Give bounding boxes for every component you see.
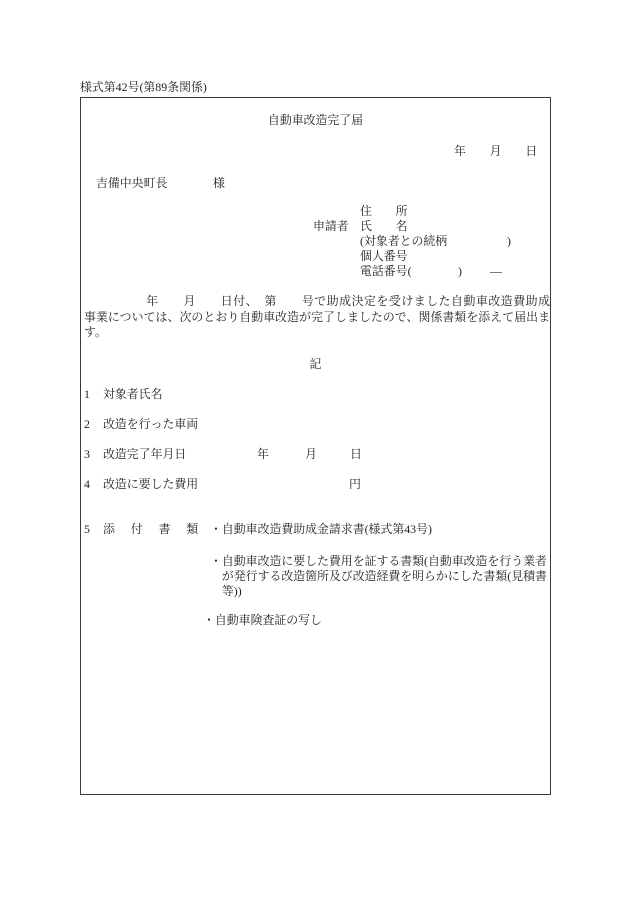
item-label-modified-vehicle: 改造を行った車両: [103, 417, 199, 431]
day-unit: 日: [350, 447, 362, 461]
form-title: 自動車改造完了届: [267, 113, 364, 127]
item-number: 5: [84, 522, 90, 536]
phone-close-paren: ): [458, 264, 462, 278]
item-label-modification-cost: 改造に要した費用: [103, 477, 199, 491]
item-number: 2: [84, 417, 90, 431]
address-label: 住 所: [360, 204, 408, 218]
paragraph-line: 事業については、次のとおり自動車改造が完了しましたので、関係書類を添えて届出ま: [84, 309, 550, 324]
attachment-item: ・自動車改造に要した費用を証する書類(自動車改造を行う業者が発行する改造箇所及び改造経費を明らかにした書類(見積書等)): [210, 554, 547, 598]
attachment-item: ・自動車険査証の写し: [203, 613, 322, 627]
applicant-label: 申請者: [313, 219, 349, 233]
relationship-label: (対象者との続柄: [360, 234, 448, 248]
individual-number-label: 個人番号: [360, 249, 408, 263]
item-label-target-person-name: 対象者氏名: [103, 387, 163, 401]
note-heading: 記: [309, 357, 322, 371]
body-paragraph: [84, 294, 550, 341]
year-unit: 年: [257, 447, 269, 461]
item-label-attachments: 添 付 書 類: [103, 522, 201, 536]
addressee-honorific: 様: [213, 176, 225, 190]
form-number: 様式第42号(第89条関係): [80, 80, 207, 94]
item-number: 1: [84, 387, 90, 401]
submission-date-line: 年 月 日: [454, 144, 538, 158]
paragraph-line: 年 月 日付、 第 号で助成決定を受けました自動車改造費助成: [84, 294, 550, 308]
form-box: [80, 97, 551, 795]
item-number: 4: [84, 477, 90, 491]
attachment-item: ・自動車改造費助成金請求書(様式第43号): [210, 522, 432, 536]
month-unit: 月: [305, 447, 317, 461]
relationship-close-paren: ): [507, 234, 511, 248]
name-label: 氏 名: [360, 219, 408, 233]
item-label-completion-date: 改造完了年月日: [103, 447, 187, 461]
yen-unit: 円: [349, 477, 361, 491]
phone-label: 電話番号(: [360, 264, 412, 278]
phone-dash: ―: [490, 264, 502, 278]
applicant-fields: [360, 204, 447, 279]
addressee-name: 吉備中央町長: [96, 176, 168, 190]
paragraph-line: す。: [84, 325, 107, 339]
item-number: 3: [84, 447, 90, 461]
